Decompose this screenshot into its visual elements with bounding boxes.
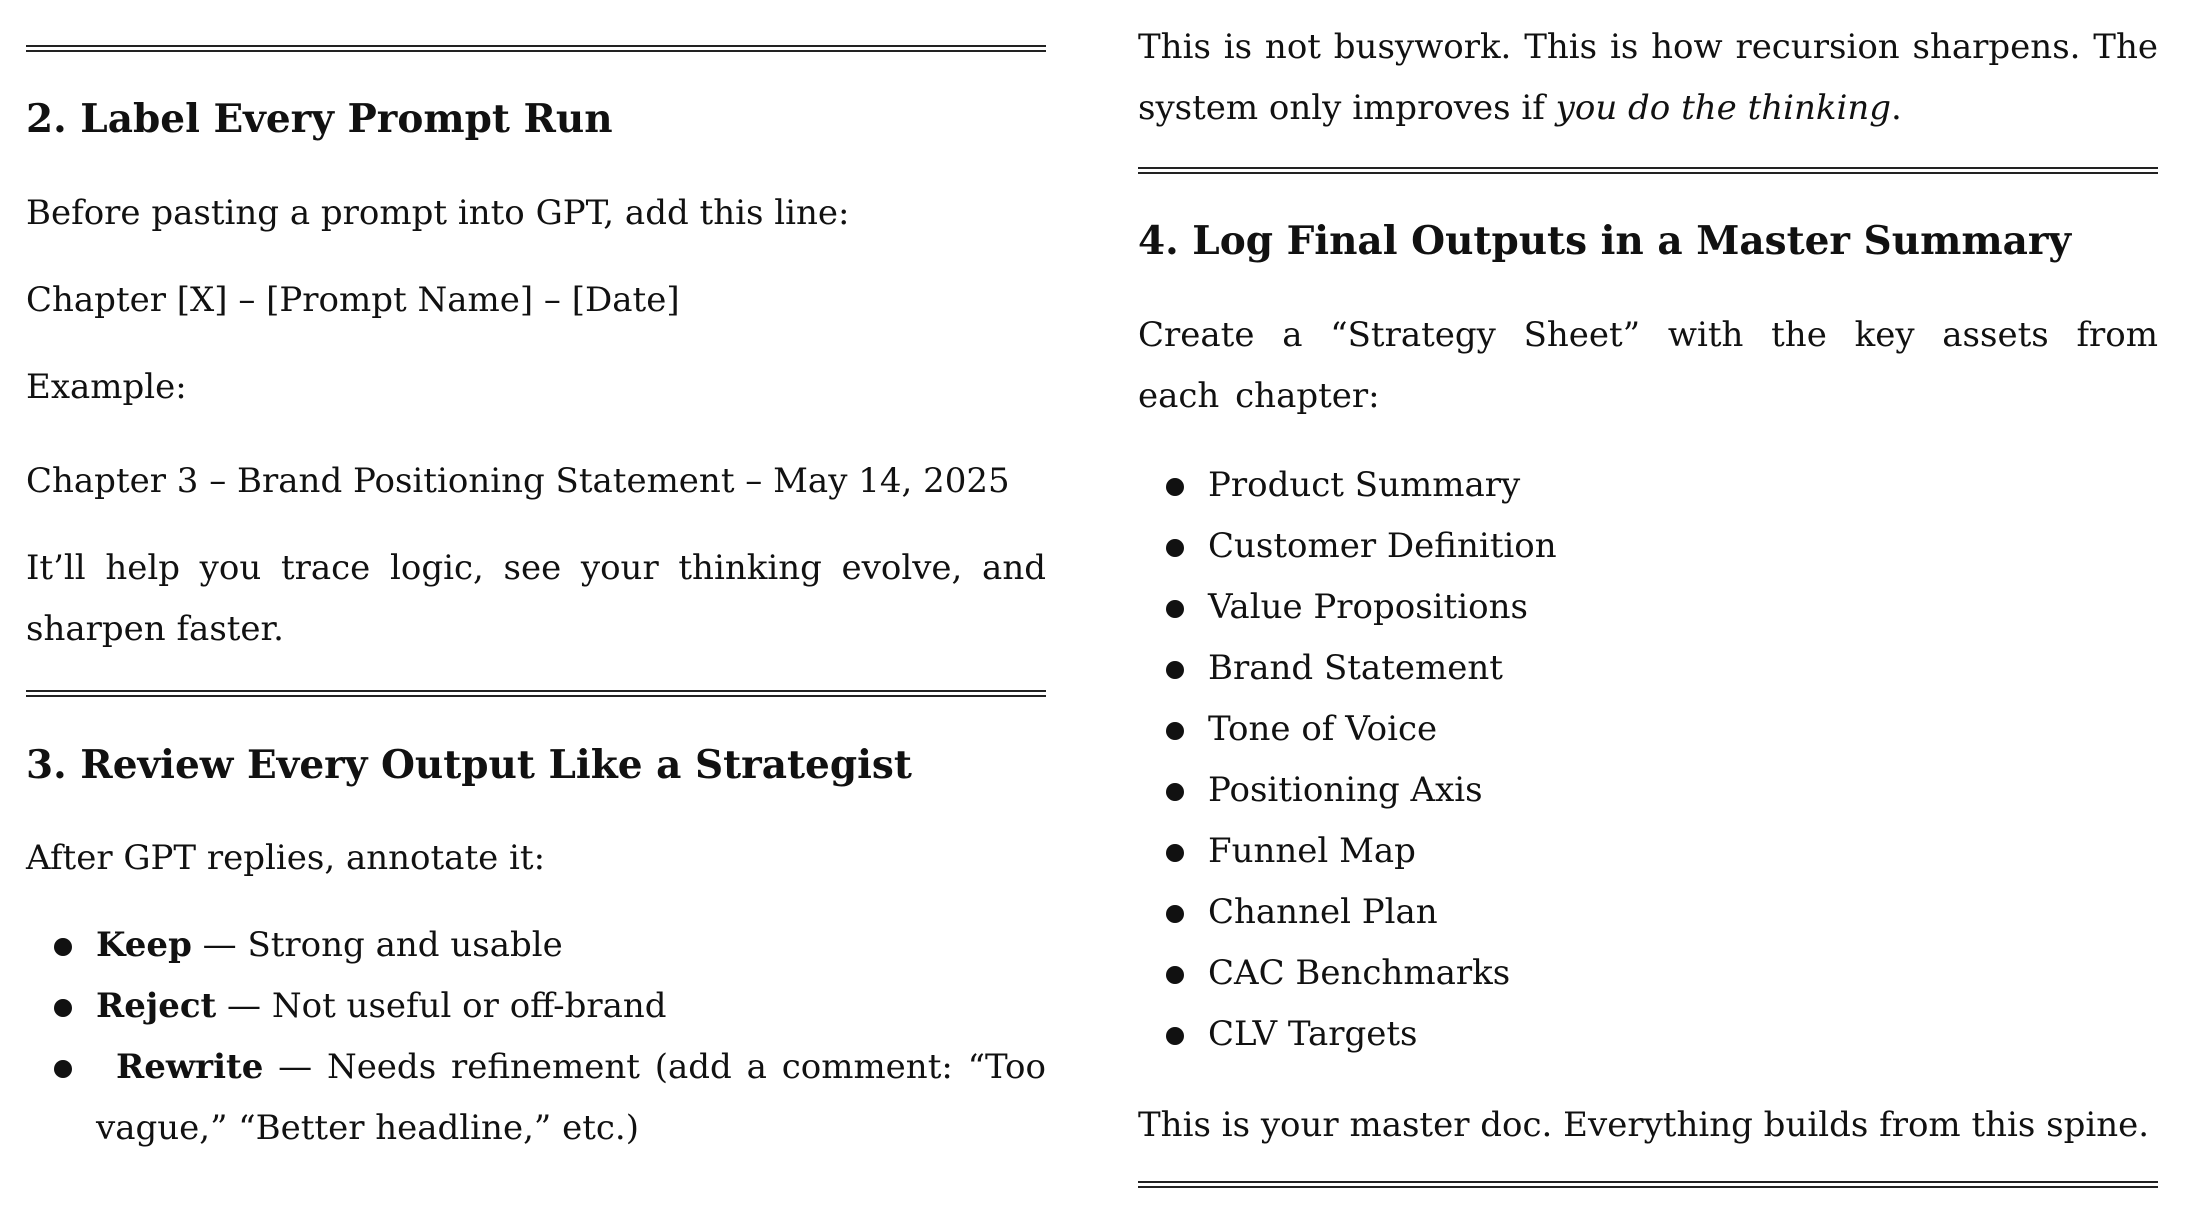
list-item xyxy=(26,915,1046,976)
bullet-icon xyxy=(1166,478,1184,496)
section-3-heading: 3. Review Every Output Like a Strategist xyxy=(26,742,912,788)
example-label: Example: xyxy=(26,367,187,407)
list-item xyxy=(1138,638,2158,699)
list-item xyxy=(1138,455,2158,516)
bullet-icon xyxy=(1166,783,1184,801)
strategy-sheet-list xyxy=(1138,455,2158,1065)
list-item xyxy=(1138,1004,2158,1065)
annotation-list xyxy=(26,915,1046,1159)
section-2-heading: 2. Label Every Prompt Run xyxy=(26,96,613,142)
section-2-intro: Before pasting a prompt into GPT, add this line: xyxy=(26,193,850,233)
section-4-heading: 4. Log Final Outputs in a Master Summary xyxy=(1138,218,2072,264)
list-item xyxy=(1138,943,2158,1004)
list-item xyxy=(1138,882,2158,943)
bullet-icon xyxy=(1166,600,1184,618)
carryover-end: . xyxy=(1891,88,1902,128)
list-item-label: Customer Definition xyxy=(1208,526,1557,566)
list-item xyxy=(1138,760,2158,821)
list-item-label: Positioning Axis xyxy=(1208,770,1483,810)
bullet-icon xyxy=(1166,844,1184,862)
list-item xyxy=(1138,516,2158,577)
list-item-label: CAC Benchmarks xyxy=(1208,953,1511,993)
bullet-icon xyxy=(54,999,72,1017)
section-3-intro: After GPT replies, annotate it: xyxy=(26,838,546,878)
list-item xyxy=(26,1037,1046,1159)
example-line: Chapter 3 – Brand Positioning Statement – May 14, 2025 xyxy=(26,461,1010,501)
bullet-icon xyxy=(1166,661,1184,679)
bullet-icon xyxy=(1166,905,1184,923)
bullet-icon xyxy=(1166,966,1184,984)
section-divider xyxy=(1138,167,2158,174)
list-item xyxy=(1138,577,2158,638)
section-2-closing: It’ll help you trace logic, see your thinking evolve, and sharpen faster. xyxy=(26,548,1046,649)
bullet-icon xyxy=(54,1060,72,1078)
rewrite-term: Rewrite xyxy=(116,1047,264,1087)
list-item-label: CLV Targets xyxy=(1208,1014,1418,1054)
carryover-emphasis: you do the thinking xyxy=(1555,88,1892,128)
keep-term: Keep xyxy=(96,925,192,965)
template-line: Chapter [X] – [Prompt Name] – [Date] xyxy=(26,280,680,320)
reject-description: — Not useful or off-brand xyxy=(216,986,667,1026)
list-item-label: Tone of Voice xyxy=(1208,709,1438,749)
bullet-icon xyxy=(54,938,72,956)
list-item-label: Value Propositions xyxy=(1208,587,1528,627)
list-item-label: Product Summary xyxy=(1208,465,1521,505)
section-4-closing: This is your master doc. Everything builds from this spine. xyxy=(1138,1105,2150,1145)
carryover-text: This is not busywork. This is how recursion sharpens. The system only improves if xyxy=(1138,27,2158,128)
bullet-icon xyxy=(1166,722,1184,740)
list-item-label: Brand Statement xyxy=(1208,648,1503,688)
rewrite-description: — Needs refinement (add a comment: “Too vague,” “Better headline,” etc.) xyxy=(96,1047,1046,1148)
reject-term: Reject xyxy=(96,986,217,1026)
carryover-paragraph xyxy=(1138,17,2158,139)
section-divider xyxy=(26,45,1046,52)
section-divider xyxy=(26,690,1046,697)
section-divider xyxy=(1138,1181,2158,1188)
bullet-icon xyxy=(1166,539,1184,557)
list-item-label: Funnel Map xyxy=(1208,831,1416,871)
keep-description: — Strong and usable xyxy=(191,925,563,965)
list-item-label: Channel Plan xyxy=(1208,892,1438,932)
list-item xyxy=(1138,699,2158,760)
list-item xyxy=(1138,821,2158,882)
section-4-intro: Create a “Strategy Sheet” with the key assets from each chapter: xyxy=(1138,315,2158,416)
bullet-icon xyxy=(1166,1027,1184,1045)
list-item xyxy=(26,976,1046,1037)
